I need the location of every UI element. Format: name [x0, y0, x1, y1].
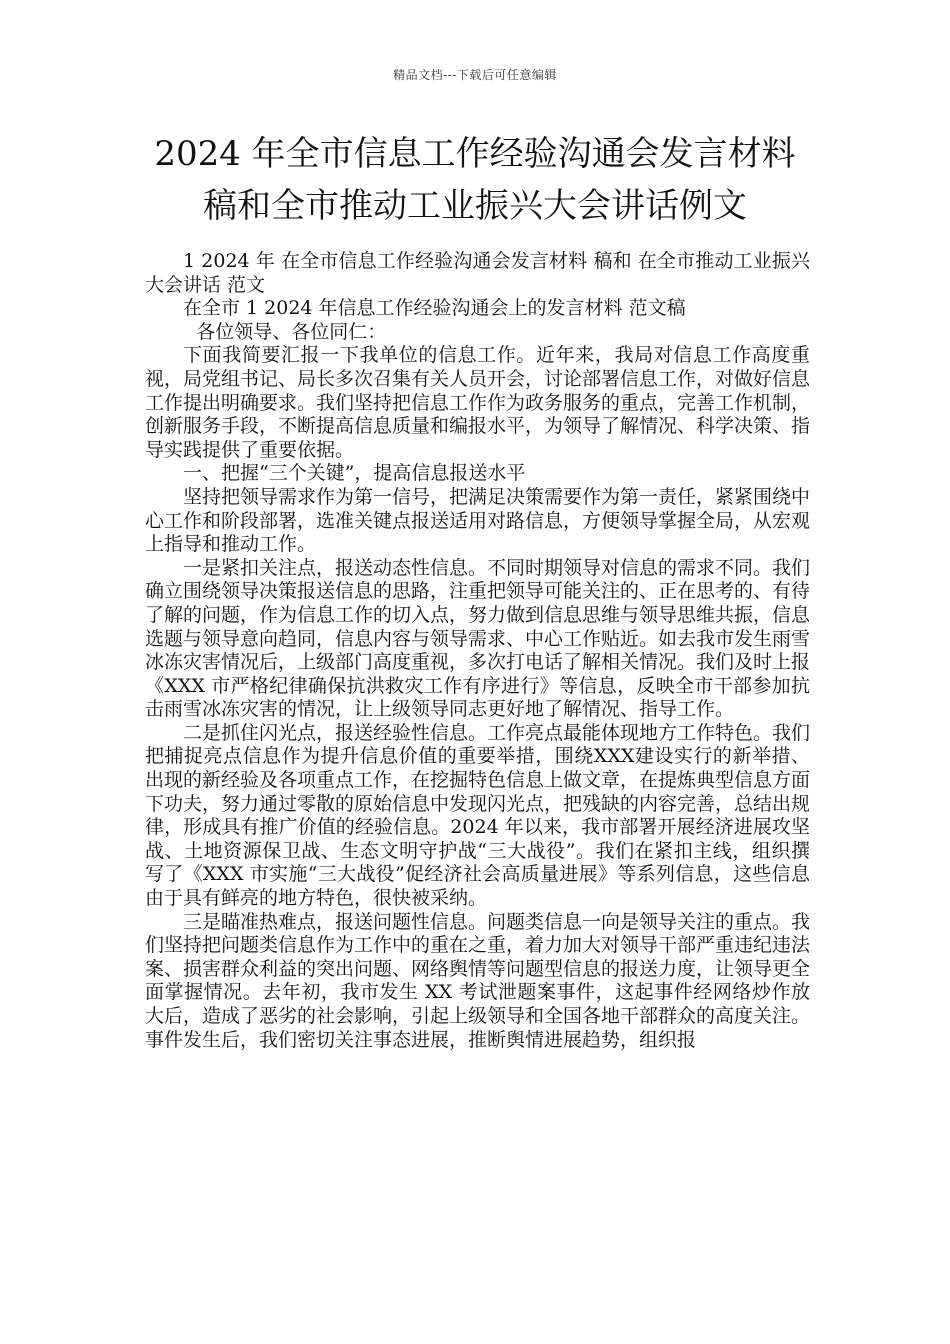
title-line-2: 稿和全市推动工业振兴大会讲话例文 — [203, 186, 747, 226]
header-note: 精品文档---下载后可任意编辑 — [393, 68, 557, 82]
paragraph-subtitle: 1 2024 年 在全市信息工作经验沟通会发言材料 稿和 在全市推动工业振兴大会讲话 范文 — [145, 250, 810, 296]
paragraph: 二是抓住闪光点，报送经验性信息。工作亮点最能体现地方工作特色。我们把捕捉亮点信息作为提升信息价值的重要举措，围绕XXX建设实行的新举措、出现的新经验及各项重点工作，在挖掘特色信息上做文章，在提炼典型信息方面下功夫，努力通过零散的原始信息中发现闪光点，把残缺的内容完善，总结出规律，形成具有推广价值的经验信息。2024 年以来，我市部署开展经济进展攻坚战、土地资源保卫战、生态文明守护战“三大战役”。我们在紧扣主线，组织撰写了《XXX 市实施“三大战役”促经济社会高质量进展》等系列信息，这些信息由于具有鲜亮的地方特色，很快被采纳。 — [145, 721, 811, 910]
paragraph-heading: 在全市 1 2024 年信息工作经验沟通会上的发言材料 范文稿 — [183, 297, 686, 320]
paragraph-salutation: 各位领导、各位同仁： — [196, 320, 387, 343]
title-line-1: 2024 年全市信息工作经验沟通会发言材料 — [154, 134, 796, 174]
paragraph: 一是紧扣关注点，报送动态性信息。不同时期领导对信息的需求不同。我们确立围绕领导决策报送信息的思路，注重把领导可能关注的、正在思考的、有待了解的问题，作为信息工作的切入点，努力做到信息思维与领导思维共振，信息选题与领导意向趋同，信息内容与领导需求、中心工作贴近。如去我市发生雨雪冰冻灾害情况后，上级部门高度重视，多次打电话了解相关情况。我们及时上报《XXX 市严格纪律确保抗洪救灾工作有序进行》等信息，反映全市干部参加抗击雨雪冰冻灾害的情况，让上级领导同志更好地了解情况、指导工作。 — [145, 556, 811, 721]
document-body — [145, 250, 810, 1052]
paragraph: 三是瞄准热难点，报送问题性信息。问题类信息一向是领导关注的重点。我们坚持把问题类信息作为工作中的重在之重，着力加大对领导干部严重违纪违法案、损害群众利益的突出问题、网络舆情等问题型信息的报送力度，让领导更全面掌握情况。去年初，我市发生 XX 考试泄题案事件，这起事件经网络炒作放大后，造成了恶劣的社会影响，引起上级领导和全国各地干部群众的高度关注。事件发生后，我们密切关注事态进展，推断舆情进展趋势，组织报 — [145, 910, 811, 1051]
paragraph: 坚持把领导需求作为第一信号，把满足决策需要作为第一责任，紧紧围绕中心工作和阶段部署，选准关键点报送适用对路信息，方便领导掌握全局，从宏观上指导和推动工作。 — [145, 485, 811, 556]
section-heading-1: 一、把握“三个关键”，提高信息报送水平 — [183, 462, 526, 485]
paragraph-intro: 下面我简要汇报一下我单位的信息工作。近年来，我局对信息工作高度重视，局党组书记、局长多次召集有关人员开会，讨论部署信息工作，对做好信息工作提出明确要求。我们坚持把信息工作作为政务服务的重点，完善工作机制，创新服务手段，不断提高信息质量和编报水平，为领导了解情况、科学决策、指导实践提供了重要依据。 — [145, 344, 811, 461]
document-title — [60, 128, 890, 232]
